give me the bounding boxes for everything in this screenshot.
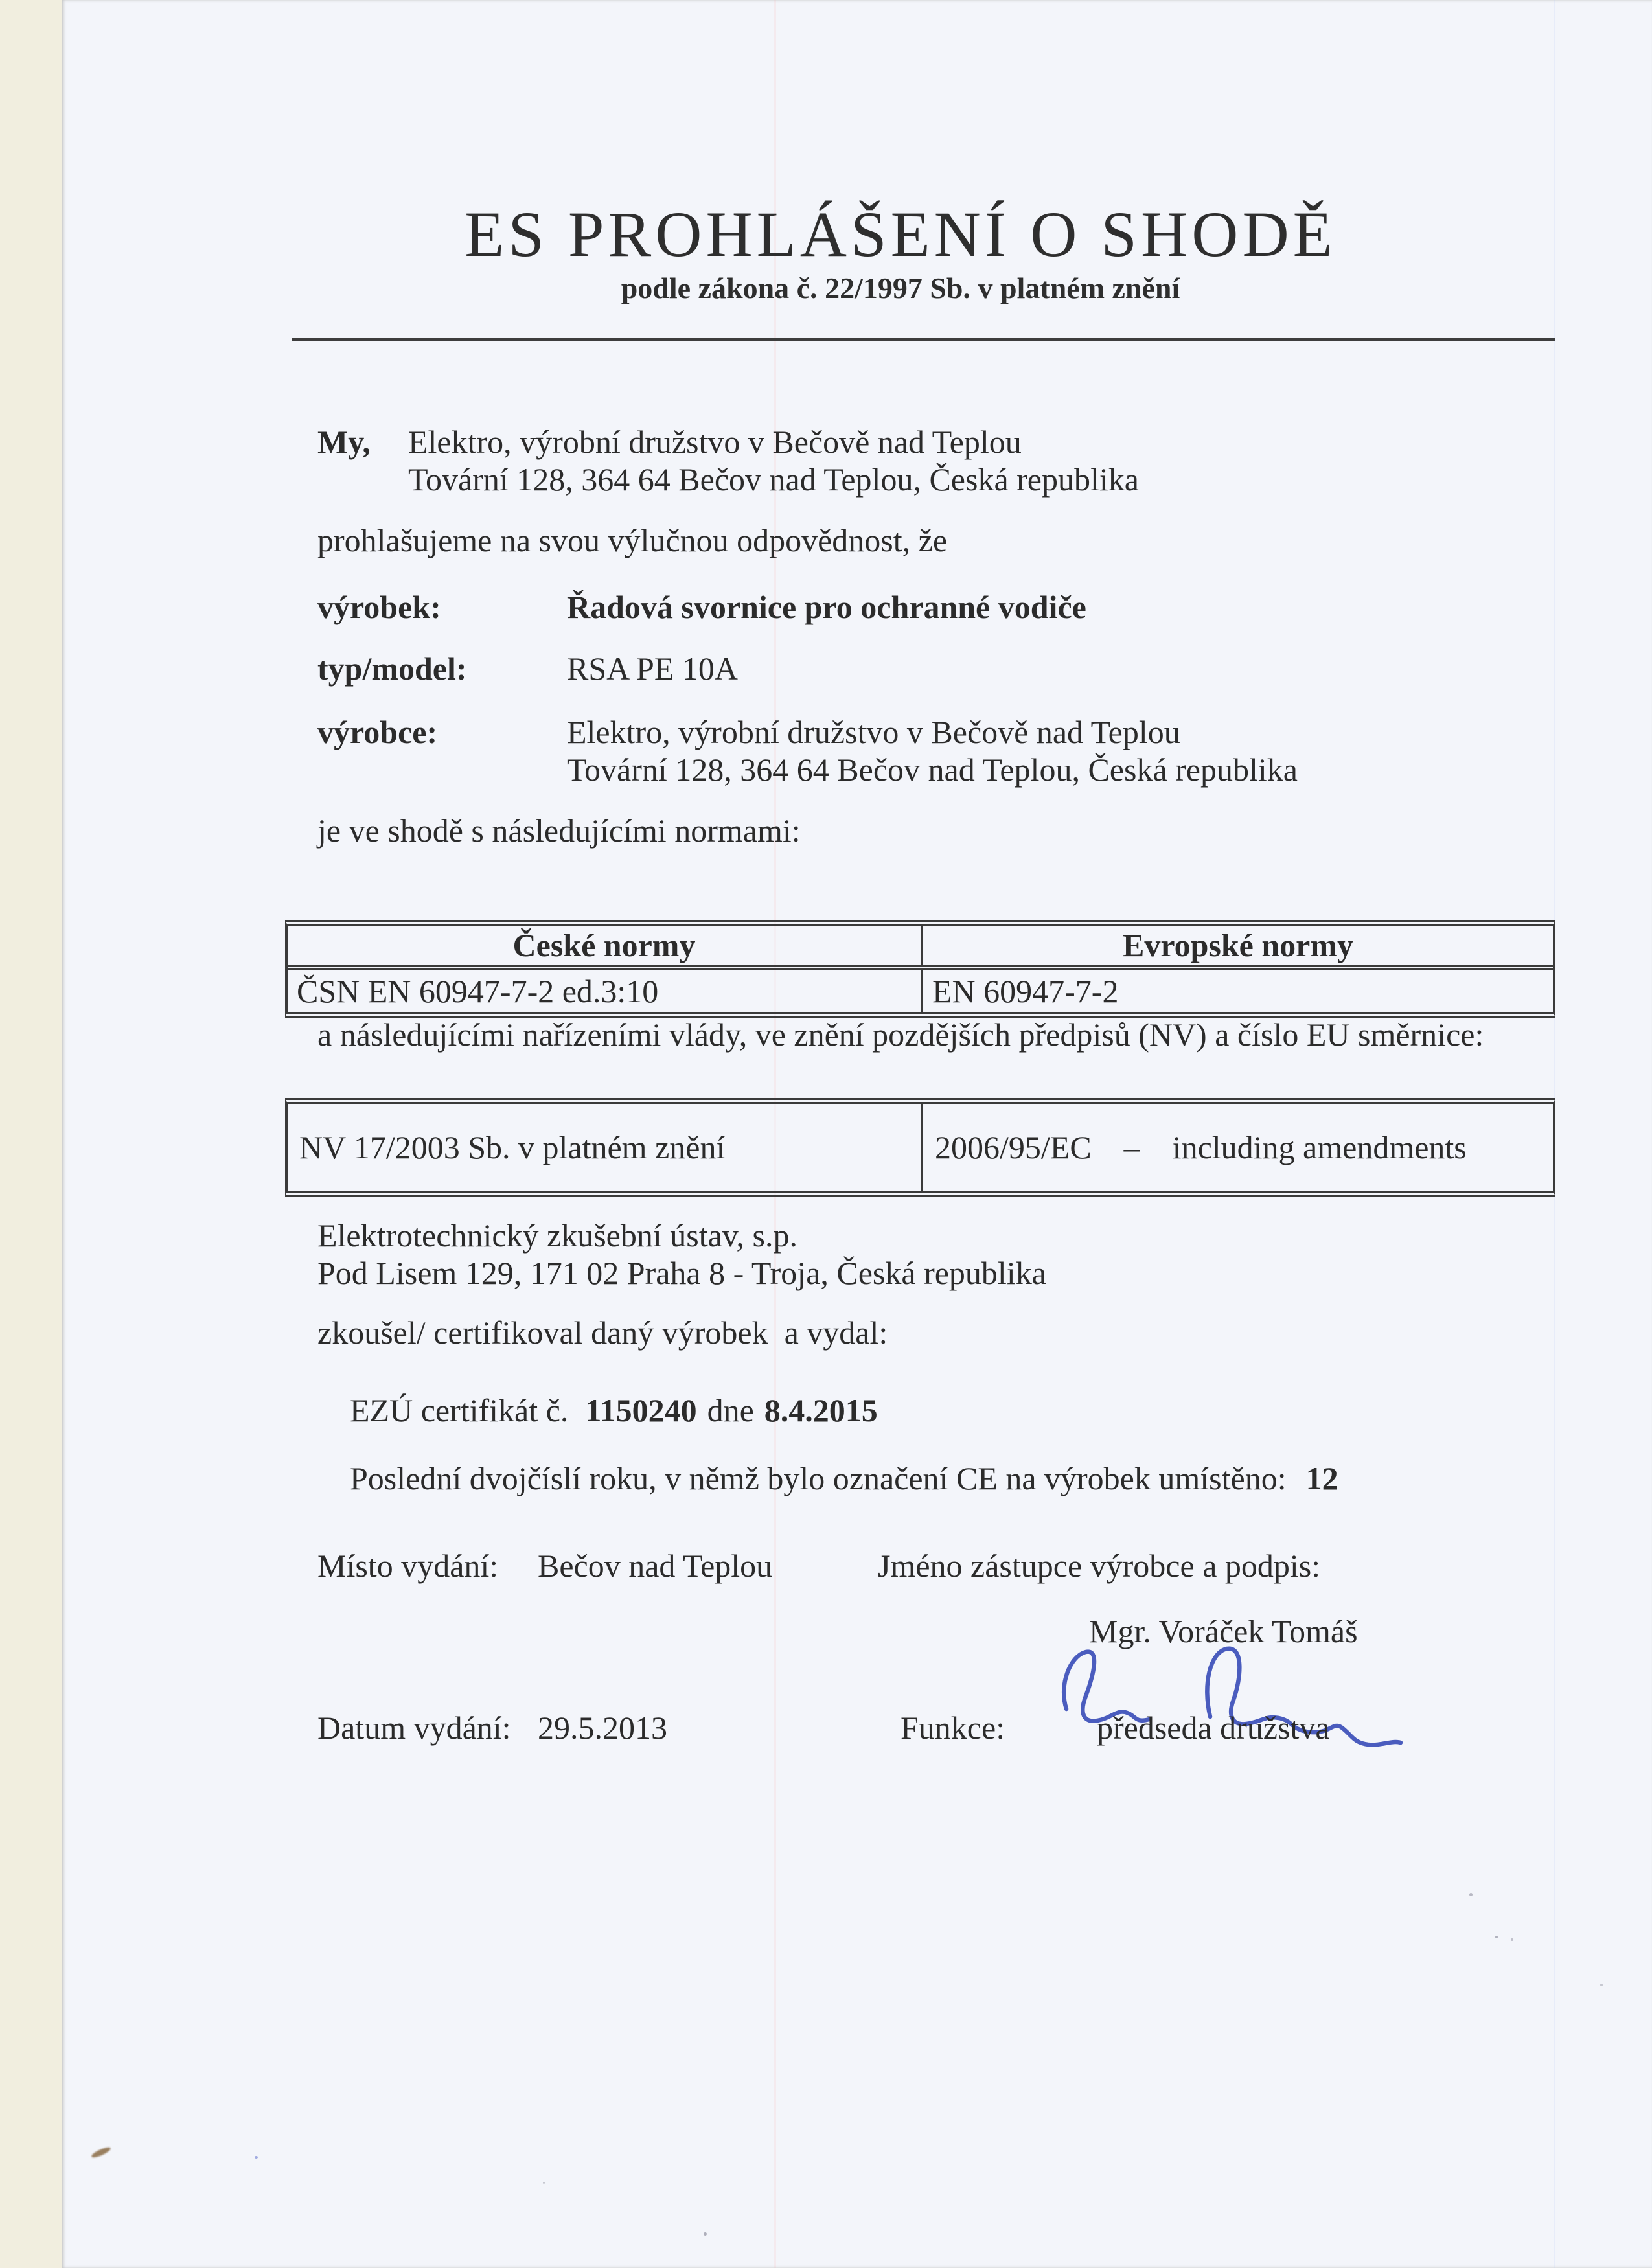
regulations-table-row bbox=[288, 1104, 1553, 1191]
norms-table bbox=[285, 920, 1555, 1018]
tested-line: zkoušel/ certifikoval daný výrobek a vydal: bbox=[317, 1314, 888, 1351]
type-value: RSA PE 10A bbox=[567, 650, 738, 687]
dust-speck bbox=[543, 2182, 545, 2184]
declarant-address: Tovární 128, 364 64 Bečov nad Teplou, Česká republika bbox=[408, 461, 1139, 498]
we-label: My, bbox=[317, 424, 371, 460]
norms-table-header-czech: České normy bbox=[288, 926, 923, 965]
place-value: Bečov nad Teplou bbox=[538, 1548, 773, 1584]
date-value: 29.5.2013 bbox=[538, 1710, 667, 1746]
signature-handwriting bbox=[1037, 1644, 1406, 1767]
dust-speck bbox=[704, 2232, 707, 2236]
institute-address: Pod Lisem 129, 171 02 Praha 8 - Troja, Česká republika bbox=[317, 1255, 1046, 1291]
ce-marking-text: Poslední dvojčíslí roku, v němž bylo označení CE na výrobek umístěno: bbox=[350, 1460, 1287, 1496]
certificate-date: 8.4.2015 bbox=[764, 1392, 878, 1428]
ce-marking-line bbox=[317, 1420, 1338, 1537]
dust-speck bbox=[1469, 1893, 1473, 1896]
document-header bbox=[259, 198, 1542, 347]
norms-table-header-european: Evropské normy bbox=[1122, 927, 1354, 963]
regulation-eu-value: 2006/95/EC – including amendments bbox=[935, 1129, 1467, 1165]
manufacturer-name: Elektro, výrobní družstvo v Bečově nad Teplou bbox=[567, 714, 1180, 750]
manufacturer-address: Tovární 128, 364 64 Bečov nad Teplou, Česká republika bbox=[567, 751, 1298, 788]
type-label: typ/model: bbox=[317, 650, 467, 687]
certificate-prefix: EZÚ certifikát č. bbox=[350, 1392, 569, 1428]
representative-label: Jméno zástupce výrobce a podpis: bbox=[878, 1548, 1321, 1584]
function-value: předseda družstva bbox=[1097, 1710, 1330, 1746]
function-label: Funkce: bbox=[901, 1710, 1005, 1746]
product-label: výrobek: bbox=[317, 589, 441, 625]
dust-speck bbox=[1600, 1984, 1603, 1986]
norms-table-header-row bbox=[288, 926, 1553, 970]
regulations-table bbox=[285, 1098, 1555, 1197]
declarant-name: Elektro, výrobní družstvo v Bečově nad Teplou bbox=[408, 424, 1022, 460]
dust-speck bbox=[1495, 1936, 1498, 1938]
document-subtitle: podle zákona č. 22/1997 Sb. v platném znění bbox=[621, 271, 1180, 304]
header-divider-rule bbox=[292, 338, 1555, 341]
norms-european-value: EN 60947-7-2 bbox=[932, 973, 1119, 1009]
date-label: Datum vydání: bbox=[317, 1710, 511, 1746]
ink-speck bbox=[255, 2156, 258, 2159]
declaration-statement: prohlašujeme na svou výlučnou odpovědnost, že bbox=[317, 522, 948, 558]
document-title: ES PROHLÁŠENÍ O SHODĚ bbox=[465, 198, 1337, 270]
certificate-number: 1150240 bbox=[585, 1392, 697, 1428]
norms-table-row bbox=[288, 970, 1553, 1012]
institute-name: Elektrotechnický zkušební ústav, s.p. bbox=[317, 1217, 798, 1254]
ce-marking-year: 12 bbox=[1305, 1460, 1338, 1496]
representative-name: Mgr. Voráček Tomáš bbox=[1089, 1613, 1358, 1649]
dust-speck bbox=[1511, 1938, 1513, 1941]
regulations-intro: a následujícími nařízeními vlády, ve znění pozdějších předpisů (NV) a číslo EU směrnice: bbox=[317, 1016, 1484, 1053]
product-value: Řadová svornice pro ochranné vodiče bbox=[567, 589, 1086, 625]
manufacturer-label: výrobce: bbox=[317, 714, 438, 750]
certificate-mid: dne bbox=[707, 1392, 754, 1428]
place-label: Místo vydání: bbox=[317, 1548, 499, 1584]
norms-intro: je ve shodě s následujícími normami: bbox=[317, 812, 801, 849]
norms-czech-value: ČSN EN 60947-7-2 ed.3:10 bbox=[288, 970, 923, 1012]
regulation-nv-value: NV 17/2003 Sb. v platném znění bbox=[288, 1104, 923, 1191]
